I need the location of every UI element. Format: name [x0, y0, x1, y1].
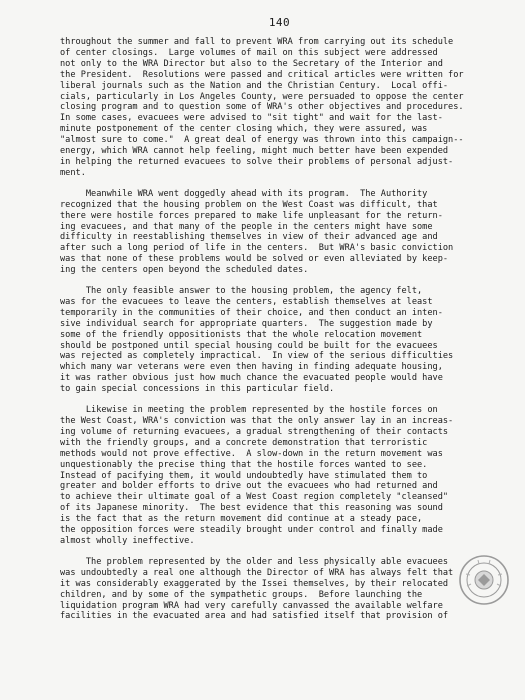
text-line: the President. Resolutions were passed and critical articles were written for	[60, 69, 464, 80]
text-line: liquidation program WRA had very carefully canvassed the available welfare	[60, 600, 443, 611]
text-line: in helping the returned evacuees to solve their problems of personal adjust-	[60, 156, 454, 167]
document-body	[60, 37, 499, 622]
text-line: temporarily in the communities of their choice, and then conduct an inten-	[60, 307, 443, 318]
text-line: not only to the WRA Director but also to the Secretary of the Interior and	[60, 58, 443, 69]
text-line: of its Japanese minority. The best evidence that this reasoning was sound	[60, 503, 443, 514]
text-line: which many war veterans were even then having in finding adequate housing,	[60, 362, 443, 373]
paragraph	[60, 189, 499, 276]
paragraph	[60, 286, 499, 395]
text-line: ing the centers open beyond the scheduled dates.	[60, 265, 309, 276]
text-line: the opposition forces were steadily brought under control and finally made	[60, 525, 443, 536]
text-line: liberal journals such as the Nation and the Christian Century. Local offi-	[60, 80, 449, 91]
paragraph	[60, 405, 499, 547]
text-line: there were hostile forces prepared to make life unpleasant for the return-	[60, 210, 443, 221]
text-line: closing program and to question some of WRA's other objectives and procedures.	[60, 102, 464, 113]
text-line: Instead of pacifying them, it would undoubtedly have stimulated them to	[60, 470, 428, 481]
text-line: minute postponement of the center closing which, they were assured, was	[60, 124, 428, 135]
text-line: to achieve their ultimate goal of a West Coast region completely "cleansed"	[60, 492, 449, 503]
text-line: after such a long period of life in the centers. But WRA's basic conviction	[60, 243, 454, 254]
text-line: facilities in the evacuated area and had satisfied itself that provision of	[60, 611, 449, 622]
paragraph	[60, 37, 499, 179]
text-line: Likewise in meeting the problem represented by the hostile forces on	[60, 405, 438, 416]
text-line: cials, particularly in Los Angeles County, were persuaded to oppose the center	[60, 91, 464, 102]
text-line: should be postponed until special housing could be built for the evacuees	[60, 340, 438, 351]
text-line: throughout the summer and fall to prevent WRA from carrying out its schedule	[60, 37, 454, 47]
library-seal-icon	[458, 554, 510, 606]
text-line: recognized that the housing problem on the West Coast was difficult, that	[60, 199, 438, 210]
text-line: it was considerably exaggerated by the Issei themselves, by their relocated	[60, 578, 449, 589]
text-line: almost wholly ineffective.	[60, 535, 195, 546]
text-line: was undoubtedly a real one although the Director of WRA has always felt that	[60, 567, 454, 578]
text-line: was for the evacuees to leave the centers, establish themselves at least	[60, 296, 433, 307]
text-line: is the fact that as the return movement did continue at a steady pace,	[60, 514, 423, 525]
text-line: energy, which WRA cannot help feeling, might much better have been expended	[60, 146, 449, 157]
text-line: some of the friendly oppositionists that the whole relocation movement	[60, 329, 423, 340]
text-line: "almost sure to come." A great deal of energy was thrown into this campaign--	[60, 135, 464, 146]
text-line: it was rather obvious just how much chance the evacuated people would have	[60, 373, 443, 384]
page-number: 140	[268, 16, 291, 29]
text-line: The problem represented by the older and less physically able evacuees	[60, 556, 449, 567]
paragraph	[60, 557, 499, 622]
text-line: methods would not prove effective. A slow-down in the return movement was	[60, 448, 443, 459]
text-line: difficulty in reestablishing themselves in view of their advanced age and	[60, 232, 438, 243]
text-line: was rejected as completely impractical. In view of the serious difficulties	[60, 351, 454, 362]
text-line: sive individual search for appropriate quarters. The suggestion made by	[60, 318, 433, 329]
text-line: to gain special concessions in this particular field.	[60, 384, 335, 395]
text-line: In some cases, evacuees were advised to "sit tight" and wait for the last-	[60, 113, 443, 124]
text-line: was that none of these problems would be solved or even alleviated by keep-	[60, 254, 449, 265]
text-line: The only feasible answer to the housing problem, the agency felt,	[60, 286, 423, 297]
text-line: ing evacuees, and that many of the people in the centers might have some	[60, 221, 433, 232]
text-line: unquestionably the precise thing that the hostile forces wanted to see.	[60, 459, 428, 470]
text-line: greater and bolder efforts to drive out the evacuees who had returned and	[60, 481, 438, 492]
text-line: Meanwhile WRA went doggedly ahead with its program. The Authority	[60, 188, 428, 199]
text-line: the West Coast, WRA's conviction was that the only answer lay in an increas-	[60, 416, 454, 426]
text-line: of center closings. Large volumes of mail on this subject were addressed	[60, 47, 438, 58]
text-line: ment.	[60, 167, 86, 178]
text-line: with the friendly groups, and a concrete demonstration that terroristic	[60, 437, 428, 448]
text-line: children, and by some of the sympathetic groups. Before launching the	[60, 589, 423, 600]
text-line: ing volume of returning evacuees, a gradual strengthening of their contacts	[60, 426, 449, 437]
